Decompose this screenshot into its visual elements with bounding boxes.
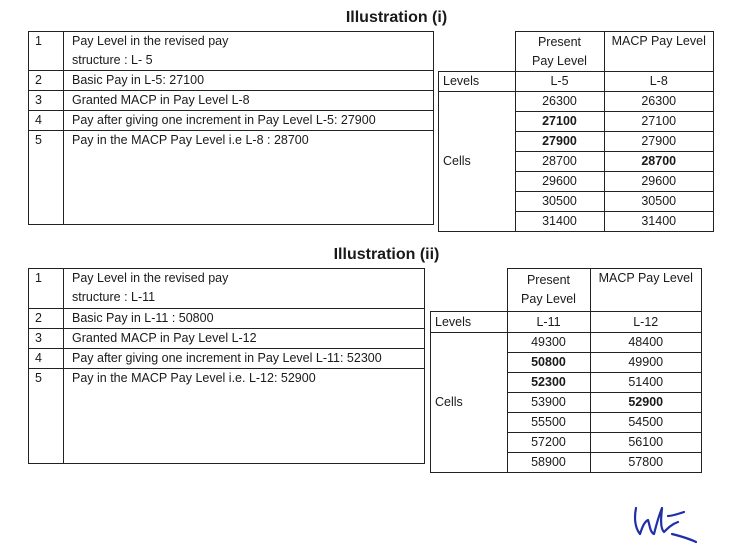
macp-cell: 48400 (590, 333, 702, 353)
illustration-2-title: Illustration (ii) (333, 246, 440, 263)
cells-label: Cells (439, 92, 516, 232)
step-text: Basic Pay in L-5: 27100 (64, 71, 434, 91)
present-cell-value: 27900 (542, 134, 577, 148)
present-cell: 29600 (515, 172, 604, 192)
present-level: L-11 (507, 312, 590, 333)
present-cell: 26300 (515, 92, 604, 112)
step-number: 2 (29, 71, 64, 91)
step-text: Pay after giving one increment in Pay Level L-5: 27900 (64, 111, 434, 131)
present-pay-level-header (507, 269, 590, 312)
step-number: 4 (29, 111, 64, 131)
step-number: 5 (29, 369, 64, 464)
illustration-2-steps-table (28, 268, 425, 464)
macp-level: L-12 (590, 312, 702, 333)
step-text: Basic Pay in L-11 : 50800 (64, 309, 425, 329)
present-cell-highlighted (515, 132, 604, 152)
step-text: Pay after giving one increment in Pay Level L-11: 52300 (64, 349, 425, 369)
present-cell: 55500 (507, 413, 590, 433)
levels-label: Levels (431, 312, 508, 333)
step-number: 3 (29, 91, 64, 111)
step-number: 2 (29, 309, 64, 329)
step-number: 4 (29, 349, 64, 369)
macp-cell: 27100 (604, 112, 714, 132)
step-text-line: Pay Level in the revised pay (72, 271, 229, 285)
step-text-line: structure : L- 5 (72, 53, 153, 67)
macp-cell: 57800 (590, 453, 702, 473)
step-text: Granted MACP in Pay Level L-8 (64, 91, 434, 111)
macp-cell: 31400 (604, 212, 714, 232)
illustration-1-pay-matrix (438, 31, 714, 232)
step-number: 1 (29, 269, 64, 309)
present-cell: 28700 (515, 152, 604, 172)
step-text (64, 269, 425, 309)
step-text (64, 32, 434, 71)
macp-cell: 56100 (590, 433, 702, 453)
step-text: Pay in the MACP Pay Level i.e. L-12: 52900 (64, 369, 425, 464)
macp-cell-highlighted (590, 393, 702, 413)
present-cell-value: 52300 (531, 375, 566, 389)
cells-label: Cells (431, 333, 508, 473)
illustration-1-title: Illustration (i) (345, 9, 448, 26)
macp-cell-value: 52900 (628, 395, 664, 409)
macp-cell-highlighted (604, 152, 714, 172)
present-cell: 31400 (515, 212, 604, 232)
present-cell-highlighted (507, 353, 590, 373)
levels-label: Levels (439, 72, 516, 92)
illustration-2-pay-matrix (430, 268, 702, 473)
present-cell-highlighted (507, 373, 590, 393)
macp-cell: 49900 (590, 353, 702, 373)
present-cell: 30500 (515, 192, 604, 212)
matrix-corner (431, 269, 508, 312)
present-pay-level-header (515, 32, 604, 72)
macp-cell-value: 28700 (641, 154, 677, 168)
step-number: 5 (29, 131, 64, 225)
header-line: Present (526, 273, 571, 287)
present-cell-value: 50800 (531, 355, 566, 369)
step-text-line: structure : L-11 (72, 290, 156, 304)
present-cell: 49300 (507, 333, 590, 353)
macp-pay-level-header: MACP Pay Level (590, 269, 702, 312)
step-text: Pay in the MACP Pay Level i.e L-8 : 28700 (64, 131, 434, 225)
macp-level: L-8 (604, 72, 714, 92)
macp-cell: 54500 (590, 413, 702, 433)
illustration-1-steps-table (28, 31, 434, 225)
header-line: Pay Level (521, 292, 576, 306)
handwritten-signature (628, 498, 698, 546)
step-number: 3 (29, 329, 64, 349)
macp-pay-level-header: MACP Pay Level (604, 32, 714, 72)
macp-cell: 26300 (604, 92, 714, 112)
matrix-corner (439, 32, 516, 72)
step-number: 1 (29, 32, 64, 71)
macp-cell: 51400 (590, 373, 702, 393)
present-cell-highlighted (515, 112, 604, 132)
macp-cell: 27900 (604, 132, 714, 152)
present-level: L-5 (515, 72, 604, 92)
present-cell-value: 27100 (542, 114, 577, 128)
header-line: Present (537, 34, 582, 49)
present-cell: 58900 (507, 453, 590, 473)
macp-cell: 29600 (604, 172, 714, 192)
step-text: Granted MACP in Pay Level L-12 (64, 329, 425, 349)
present-cell: 53900 (507, 393, 590, 413)
macp-cell: 30500 (604, 192, 714, 212)
header-line: Pay Level (532, 53, 587, 68)
step-text-line: Pay Level in the revised pay (72, 34, 229, 48)
present-cell: 57200 (507, 433, 590, 453)
